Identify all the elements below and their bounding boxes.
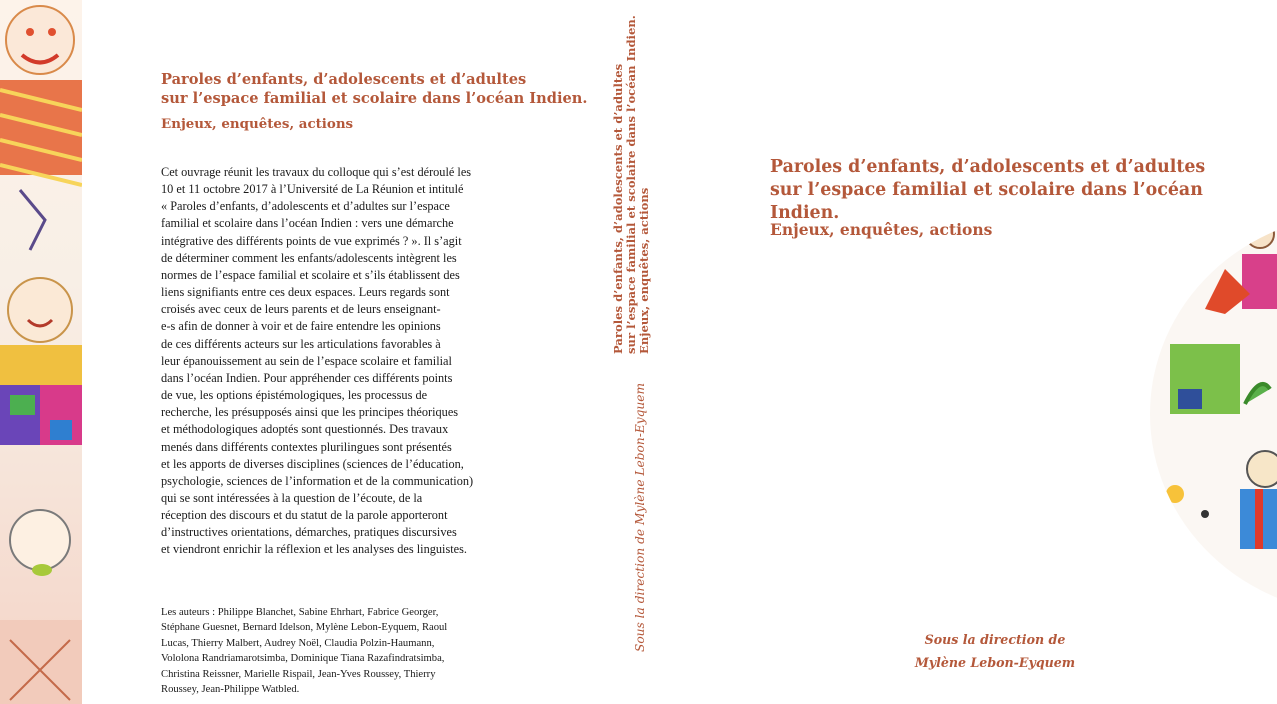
summary-line: réception des discours et du statut de la parole apporteront [161, 508, 448, 523]
front-cover-subtitle: Enjeux, enquêtes, actions [770, 220, 993, 239]
summary-line: liens signifiants entre ces deux espaces. Leurs regards sont [161, 285, 450, 300]
summary-line: de ces différents acteurs sur les articulations favorables à [161, 336, 441, 351]
summary-line: de vue, les options épistémologiques, les processus de [161, 388, 428, 403]
back-cover-title [161, 70, 587, 108]
summary-line: menés dans différents contextes plurilingues sont présentés [161, 439, 452, 454]
summary-line: et les apports de diverses disciplines (sciences de l’éducation, [161, 456, 464, 471]
front-title-line1: Paroles d’enfants, d’adolescents et d’adultes [770, 157, 1206, 177]
spine-title-line1: Paroles d’enfants, d’adolescents et d’adultes [611, 63, 625, 354]
summary-line: recherche, les présupposés ainsi que les principes théoriques [161, 405, 459, 420]
authors-line: Les auteurs : Philippe Blanchet, Sabine Ehrhart, Fabrice Georger, [161, 607, 439, 618]
back-title-line1: Paroles d’enfants, d’adolescents et d’adultes [161, 71, 527, 88]
summary-line: et méthodologiques adoptés sont questionnés. Des travaux [161, 422, 449, 437]
front-title-line2: sur l’espace familial et scolaire dans l’océan Indien. [770, 180, 1203, 223]
children-drawing-illustration [0, 0, 82, 704]
children-drawing-front-circle [1150, 214, 1277, 634]
summary-line: de déterminer comment les enfants/adolescents intègrent les [161, 250, 457, 265]
front-drawing-illustration [1150, 214, 1277, 634]
authors-line: Stéphane Guesnet, Bernard Idelson, Mylène Lebon-Eyquem, Raoul [161, 622, 448, 634]
summary-line: normes de l’espace familial et scolaire et s’ils établissent des [161, 267, 460, 282]
spine-title [611, 15, 651, 354]
summary-line: e-s afin de donner à voir et de faire entendre les opinions [161, 319, 441, 334]
summary-line: dans l’océan Indien. Pour appréhender ces différents points [161, 370, 453, 385]
spine-title-line3: Enjeux, enquêtes, actions [637, 187, 651, 354]
summary-line: leur épanouissement au sein de l’espace scolaire et familial [161, 353, 452, 368]
summary-line: intégrative des différents points de vue exprimés ? ». Il s’agit [161, 233, 462, 248]
authors-line: Lucas, Thierry Malbert, Audrey Noël, Claudia Polzin-Haumann, [161, 637, 435, 649]
summary-line: familial et scolaire dans l’océan Indien : vers une démarche [161, 216, 454, 231]
authors-line: Christina Reissner, Marielle Rispail, Jean-Yves Roussey, Thierry [161, 668, 436, 680]
authors-list [161, 605, 532, 697]
back-cover-summary [161, 164, 532, 559]
summary-line: « Paroles d’enfants, d’adolescents et d’adultes sur l’espace [161, 199, 450, 214]
back-cover-subtitle: Enjeux, enquêtes, actions [161, 116, 354, 132]
front-cover-direction [900, 628, 1090, 674]
back-title-line2: sur l’espace familial et scolaire dans l’océan Indien. [161, 90, 588, 107]
authors-line: Vololona Randriamarotsimba, Dominique Tiana Razafindratsimba, [161, 653, 445, 665]
summary-line: croisés avec ceux de leurs parents et de leurs enseignant- [161, 302, 441, 317]
authors-line: Roussey, Jean-Philippe Watbled. [161, 684, 300, 696]
spine-direction [633, 382, 653, 652]
summary-line: 10 et 11 octobre 2017 à l’Université de La Réunion et intitulé [161, 182, 464, 197]
summary-line: Cet ouvrage réunit les travaux du colloque qui s’est déroulé les [161, 165, 472, 179]
summary-line: d’instructives orientations, démarches, pratiques discursives [161, 525, 457, 540]
summary-line: psychologie, sciences de l’information et de la communication) [161, 473, 474, 488]
spine-title-line2: sur l’espace familial et scolaire dans l’océan Indien. [624, 15, 638, 354]
children-drawing-left-strip [0, 0, 82, 704]
editor-name: Mylène Lebon-Eyquem [914, 655, 1076, 670]
summary-line: et viendront enrichir la réflexion et les analyses des linguistes. [161, 542, 467, 557]
spine-direction-text: Sous la direction de Mylène Lebon-Eyquem [633, 382, 647, 652]
direction-label: Sous la direction de [924, 632, 1066, 647]
summary-line: qui se sont intéressées à la question de l’écoute, de la [161, 490, 423, 505]
